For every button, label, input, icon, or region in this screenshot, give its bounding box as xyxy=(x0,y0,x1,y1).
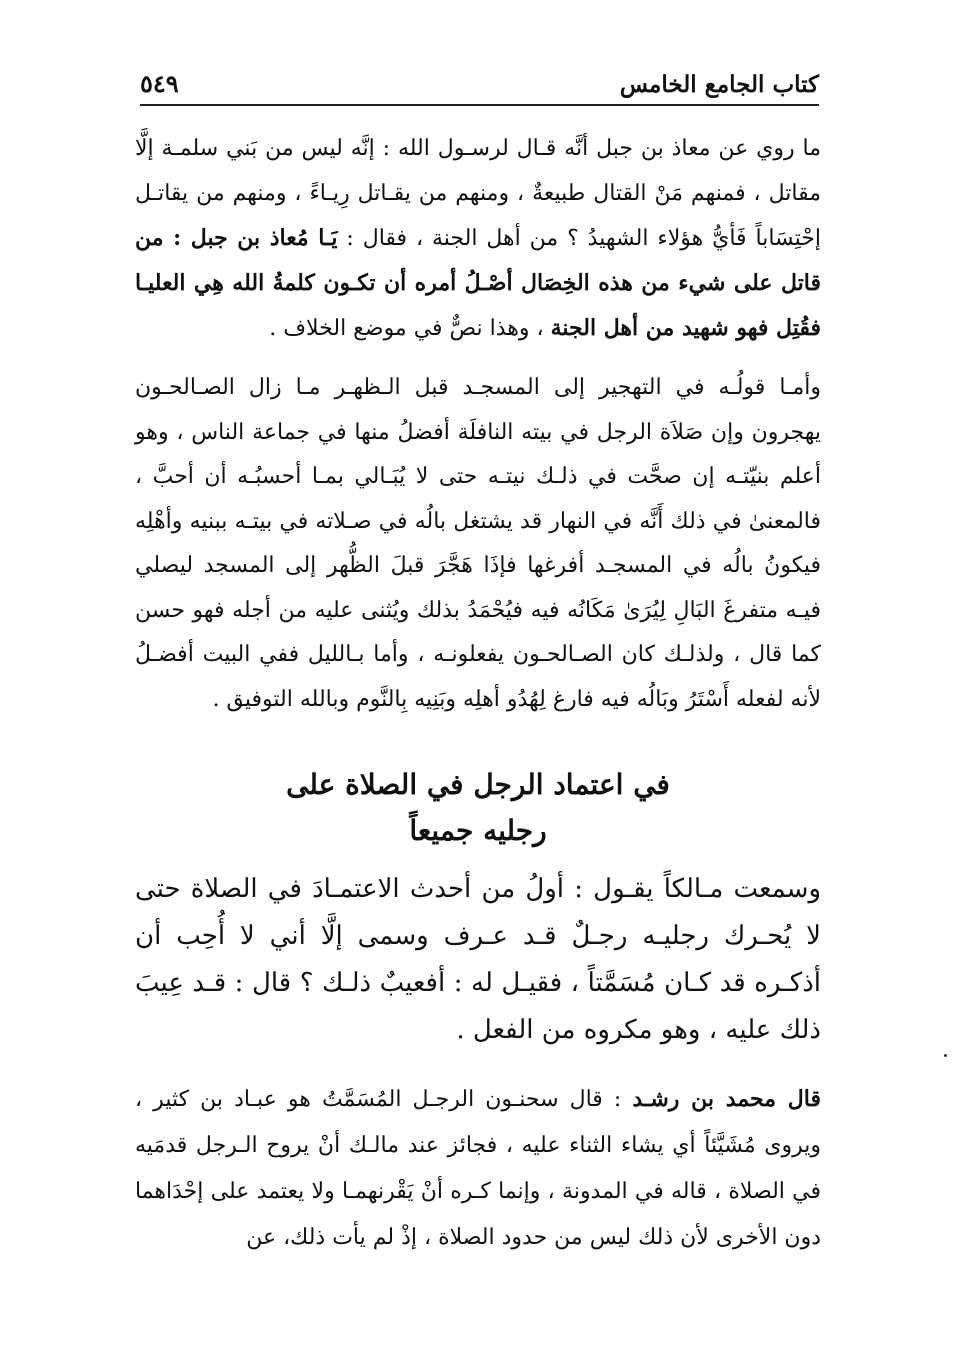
paragraph-text: ، وهذا نصٌّ في موضع الخلاف . xyxy=(269,316,551,341)
section-heading xyxy=(135,762,821,854)
paragraph-text: ما روي عن معاذ بن جبل أنَّه قـال لرسـول الله : إنَّه ليس من بَني سلمـة إلَّا مقاتل ، فمنهم مَنْ القتال طبيعةٌ ، ومنهم من يقـاتل رِيـاءً ، ومنهم من يقاتـل إحْتِسَاباً فَأيُّ هؤلاء الشهيدُ ؟ من أهل الجنة ، فقال : xyxy=(135,136,821,251)
paragraph-tahjir: وأمـا قولُـه في التهجير إلى المسجـد قبل الـظهـر مـا زال الصـالحـون يهجرون وإن صَلاَة الرجل في بيته النافلَة أفضلُ منها في جماعة الناس ، وهو أعلم بنيّتـه إن صحَّت في ذلـك نيتـه حتى لا يُبَـالي بمـا أحسبُـه أن أحبَّ ، فالمعنىٰ في ذلك أَنَّه في النهار قد يشتغل بالُه في صـلاته في بيتـه ببنيه وأهْلِه فيكونُ بالُه في المسجـد أفرغها فإذَا هَجَّرَ قبلَ الظُّهر إلى المسجد ليصلي فيـه متفرغَ البَالِ لِيُرَىٰ مَكَانُه فيه فيُحْمَدُ بذلك ويُثنى عليه من أجله فهو حسن كما قال ، ولذلـك كان الصـالحـون يفعلونـه ، وأما بـالليل ففي البيت أفضـلُ لأنه لفعله أَسْتَرُ وبَالُه فيه فارغ لِهُدُو أهلِه وبَنِيه بِالنَّوم وبالله التوفيق . xyxy=(135,375,821,712)
running-title: كتاب الجامع الخامس xyxy=(619,71,819,98)
page-number: ٥٤٩ xyxy=(140,69,179,98)
section-heading-line: رجليه جميعاً xyxy=(409,814,547,847)
paragraph-ibn-rushd xyxy=(135,1076,821,1261)
running-header xyxy=(140,66,819,106)
paragraph-malik-quote: وسمعت مـالكاً يقـول : أولُ من أحدث الاعتمـادَ في الصلاة حتى لا يُحـرك رجليـه رجـلٌ قـد عـرف وسمى إلَّا أني لا أُحِب أن أذكـره قد كـان مُسَمَّتاً ، فقيـل له : أفعيبٌ ذلـك ؟ قال : قـد عِيبَ ذلك عليه ، وهو مكروه من الفعل . xyxy=(135,874,821,1045)
paragraph-text: : قال سحنـون الرجـل المُسَمَّتُ هو عبـاد بن كثير ، ويروى مُشَيَّئاً أي يشاء الثناء عليه ، فجائز عند مالـك أنْ يروح الـرجل قدمَيه في الصلاة ، قاله في المدونة ، وإنما كـره أنْ يَقْرنهمـا ولا يعتمد على إحْدَاهما دون الأخرى لأن ذلك ليس من حدود الصلاة ، إذْ لم يأت ذلك، عن xyxy=(135,1087,821,1250)
bold-hadith-text: يَـا مُعاذ بن جبل : من قاتل على شيء من هذه الخِصَال أصْـلُ أمره أن تكـون كلمةُ الله هِي العليـا فقُتِل فهو شهيد من أهل الجنة xyxy=(135,225,821,341)
section-heading-line: في اعتماد الرجل في الصلاة على xyxy=(286,768,670,801)
paragraph-hadith-muadh xyxy=(135,126,821,351)
scan-speck xyxy=(944,1054,947,1057)
bold-author-name: قال محمد بن رشـد xyxy=(632,1086,821,1112)
